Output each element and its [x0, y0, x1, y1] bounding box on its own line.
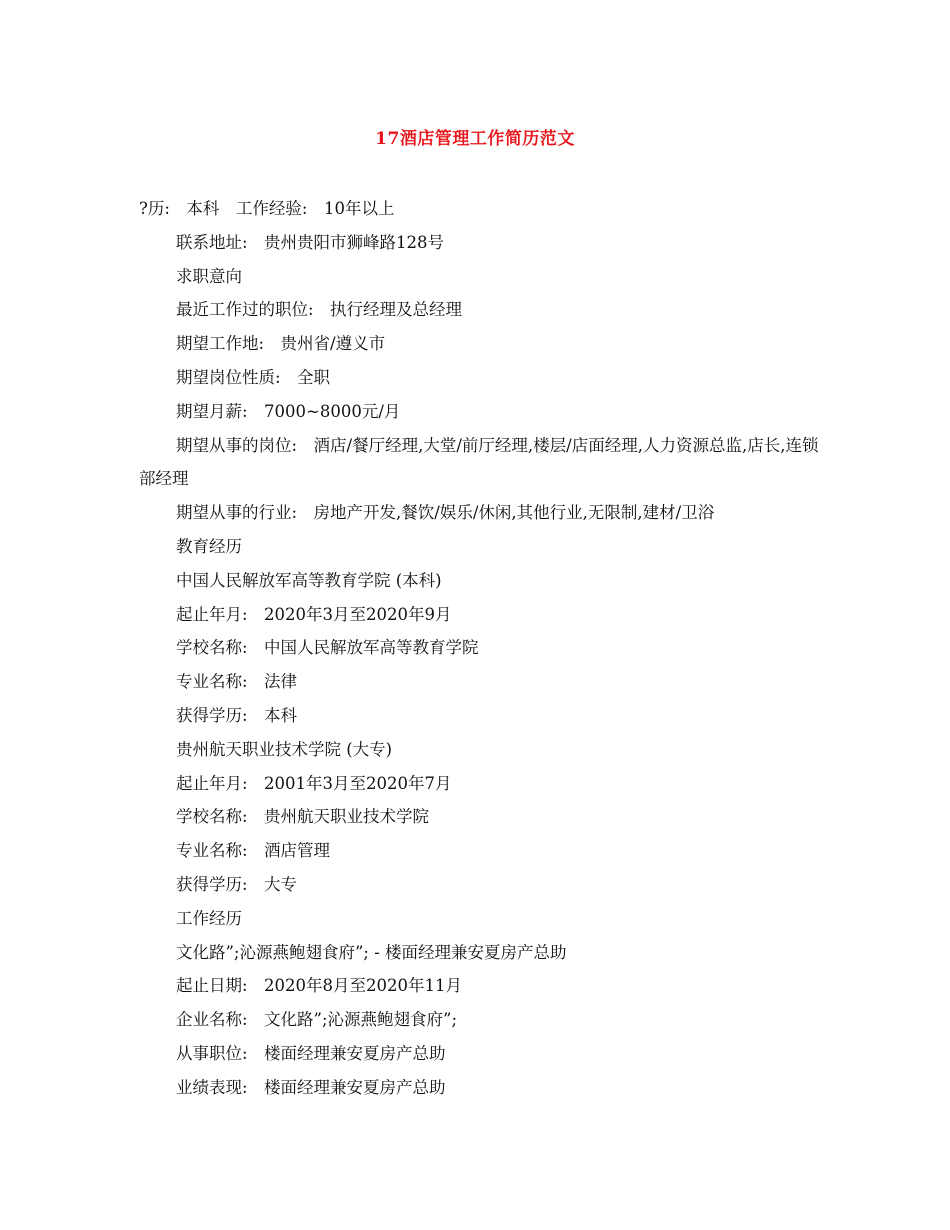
contact-address-line: 联系地址: 贵州贵阳市狮峰路128号 [176, 232, 445, 252]
school-2-degree: 获得学历: 大专 [176, 874, 298, 894]
desired-positions-line: 期望从事的岗位: 酒店/餐厅经理,大堂/前厅经理,楼层/店面经理,人力资源总监,店长,连锁部经理 [139, 435, 819, 489]
school-2-major: 专业名称: 酒店管理 [176, 841, 331, 861]
job-1-heading: 文化路”;沁源燕鲍翅食府”; - 楼面经理兼安夏房产总助 [176, 942, 567, 962]
school-1-degree: 获得学历: 本科 [176, 705, 298, 725]
job-1-company: 企业名称: 文化路”;沁源燕鲍翅食府”; [176, 1010, 458, 1030]
school-2-heading: 贵州航天职业技术学院 (大专) [176, 739, 393, 759]
school-1-heading: 中国人民解放军高等教育学院 (本科) [176, 570, 442, 590]
section-heading-education: 教育经历 [176, 536, 242, 556]
resume-body [139, 192, 819, 1105]
education-experience-line: ?历: 本科 工作经验: 10年以上 [139, 199, 395, 218]
school-1-dates: 起止年月: 2020年3月至2020年9月 [176, 604, 452, 624]
school-1-name: 学校名称: 中国人民解放军高等教育学院 [176, 638, 479, 658]
recent-position-line: 最近工作过的职位: 执行经理及总经理 [176, 300, 463, 320]
school-2-name: 学校名称: 贵州航天职业技术学院 [176, 807, 430, 827]
job-1-position: 从事职位: 楼面经理兼安夏房产总助 [176, 1043, 446, 1063]
section-heading-work: 工作经历 [176, 908, 242, 928]
section-heading-job-intention: 求职意向 [176, 266, 242, 286]
desired-salary-line: 期望月薪: 7000~8000元/月 [176, 401, 401, 421]
job-1-dates: 起止日期: 2020年8月至2020年11月 [176, 976, 463, 996]
job-1-performance: 业绩表现: 楼面经理兼安夏房产总助 [176, 1077, 446, 1097]
document-title: 17酒店管理工作简历范文 [375, 129, 575, 149]
school-1-major: 专业名称: 法律 [176, 672, 298, 692]
desired-location-line: 期望工作地: 贵州省/遵义市 [176, 334, 386, 354]
desired-industries-line: 期望从事的行业: 房地产开发,餐饮/娱乐/休闲,其他行业,无限制,建材/卫浴 [176, 503, 715, 523]
job-type-line: 期望岗位性质: 全职 [176, 367, 331, 387]
school-2-dates: 起止年月: 2001年3月至2020年7月 [176, 773, 452, 793]
